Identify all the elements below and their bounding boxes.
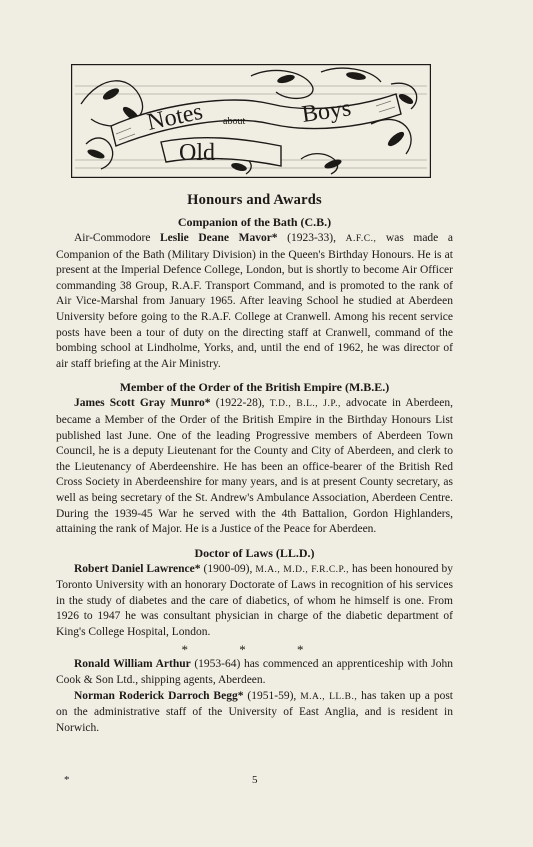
page-number: 5 [252,774,258,786]
list-item: Ronald William Arthur (1953-64) has commenced an apprenticeship with John Cook & Son Ltd., shipping agents, Aberdeen. [56,657,453,687]
section-heading: Companion of the Bath (C.B.) [177,215,332,229]
person-name: Leslie Deane Mavor* [160,232,278,244]
banner-word-notes: Notes [144,98,206,136]
qualifications: M.A., LL.B., [300,691,358,702]
section-heading: Doctor of Laws (LL.D.) [194,545,315,560]
page-footer [56,774,453,790]
person-name: Robert Daniel Lawrence* [74,562,201,575]
footer-asterisk: * [64,774,70,786]
section-paragraph: Air-Commodore Leslie Deane Mavor* (1923-33), A.F.C., was made a Companion of the Bath (Military Division) in the Queen's Birthday Honours. He is at present at the Imperial Defence College, London, but is shortly to become Air Officer commanding 38 Group, R.A.F. Transport Command, and is promoted to the rank of Air Vice-Marshal from January 1965. After leaving School he studied at Aberdeen University before going to the R.A.F. College at Cranwell. Among his recent service posts have been a tour of duty on the directing staff at Cranwell, command of the bombing school at Lindholme, Yorks, and, until the end of 1962, he was director of air staff briefing at the Air Ministry. [56,232,453,370]
banner-word-boys: Boys [300,95,353,128]
banner-word-old: Old [179,140,215,166]
qualifications: T.D., B.L., J.P., [269,399,341,410]
section-mbe [56,380,453,537]
section-heading: Member of the Order of the British Empire (M.B.E.) [119,380,390,395]
qualifications: M.A., M.D., F.R.C.P., [255,564,350,575]
page-title: Honours and Awards [187,192,322,208]
section-cb [56,215,453,372]
notes-about-old-boys-banner [71,64,431,178]
person-name: Ronald William Arthur [74,657,191,670]
section-paragraph: James Scott Gray Munro* (1922-28), T.D., B.L., J.P., advocate in Aberdeen, became a Member of the Order of the British Empire in the Birthday Honours List published last June. One of the leading Progressive members of Aberdeen Town Council, he is a deputy Lieutenant for the County and City of Aberdeen, and clerk to the Lieutenancy of Aberdeenshire. He has been an office-bearer of the British Red Cross Society in Aberdeenshire for many years, and is at present County secretary, as well as being secretary of the St. Andrew's Ambulance Association, Aberdeen Centre. During the 1939-45 War he served with the 4th Battalion, Gordon Highlanders, attaining the rank of Major. He is a Justice of the Peace for Aberdeen. [56,397,453,536]
banner-word-about: about [223,116,246,127]
article-body [56,192,453,737]
list-item: Norman Roderick Darroch Begg* (1951-59), M.A., LL.B., has taken up a post on the administrative staff of the University of East Anglia, and is resident in Norwich. [56,689,453,735]
section-lld [56,546,453,641]
person-name: James Scott Gray Munro* [74,397,211,410]
section-divider-stars: * * * [181,641,328,657]
person-name: Norman Roderick Darroch Begg* [74,689,244,702]
section-paragraph: Robert Daniel Lawrence* (1900-09), M.A., M.D., F.R.C.P., has been honoured by Toronto University with an honorary Doctorate of Laws in recognition of his services in the study of diabetes and the care of diabetics, of whom he himself is one. From 1926 to 1947 he was consultant physician in charge of the diabetic department of King's College Hospital, London. [56,562,454,639]
banner-illustration [71,64,431,178]
qualifications: A.F.C., [345,234,377,244]
